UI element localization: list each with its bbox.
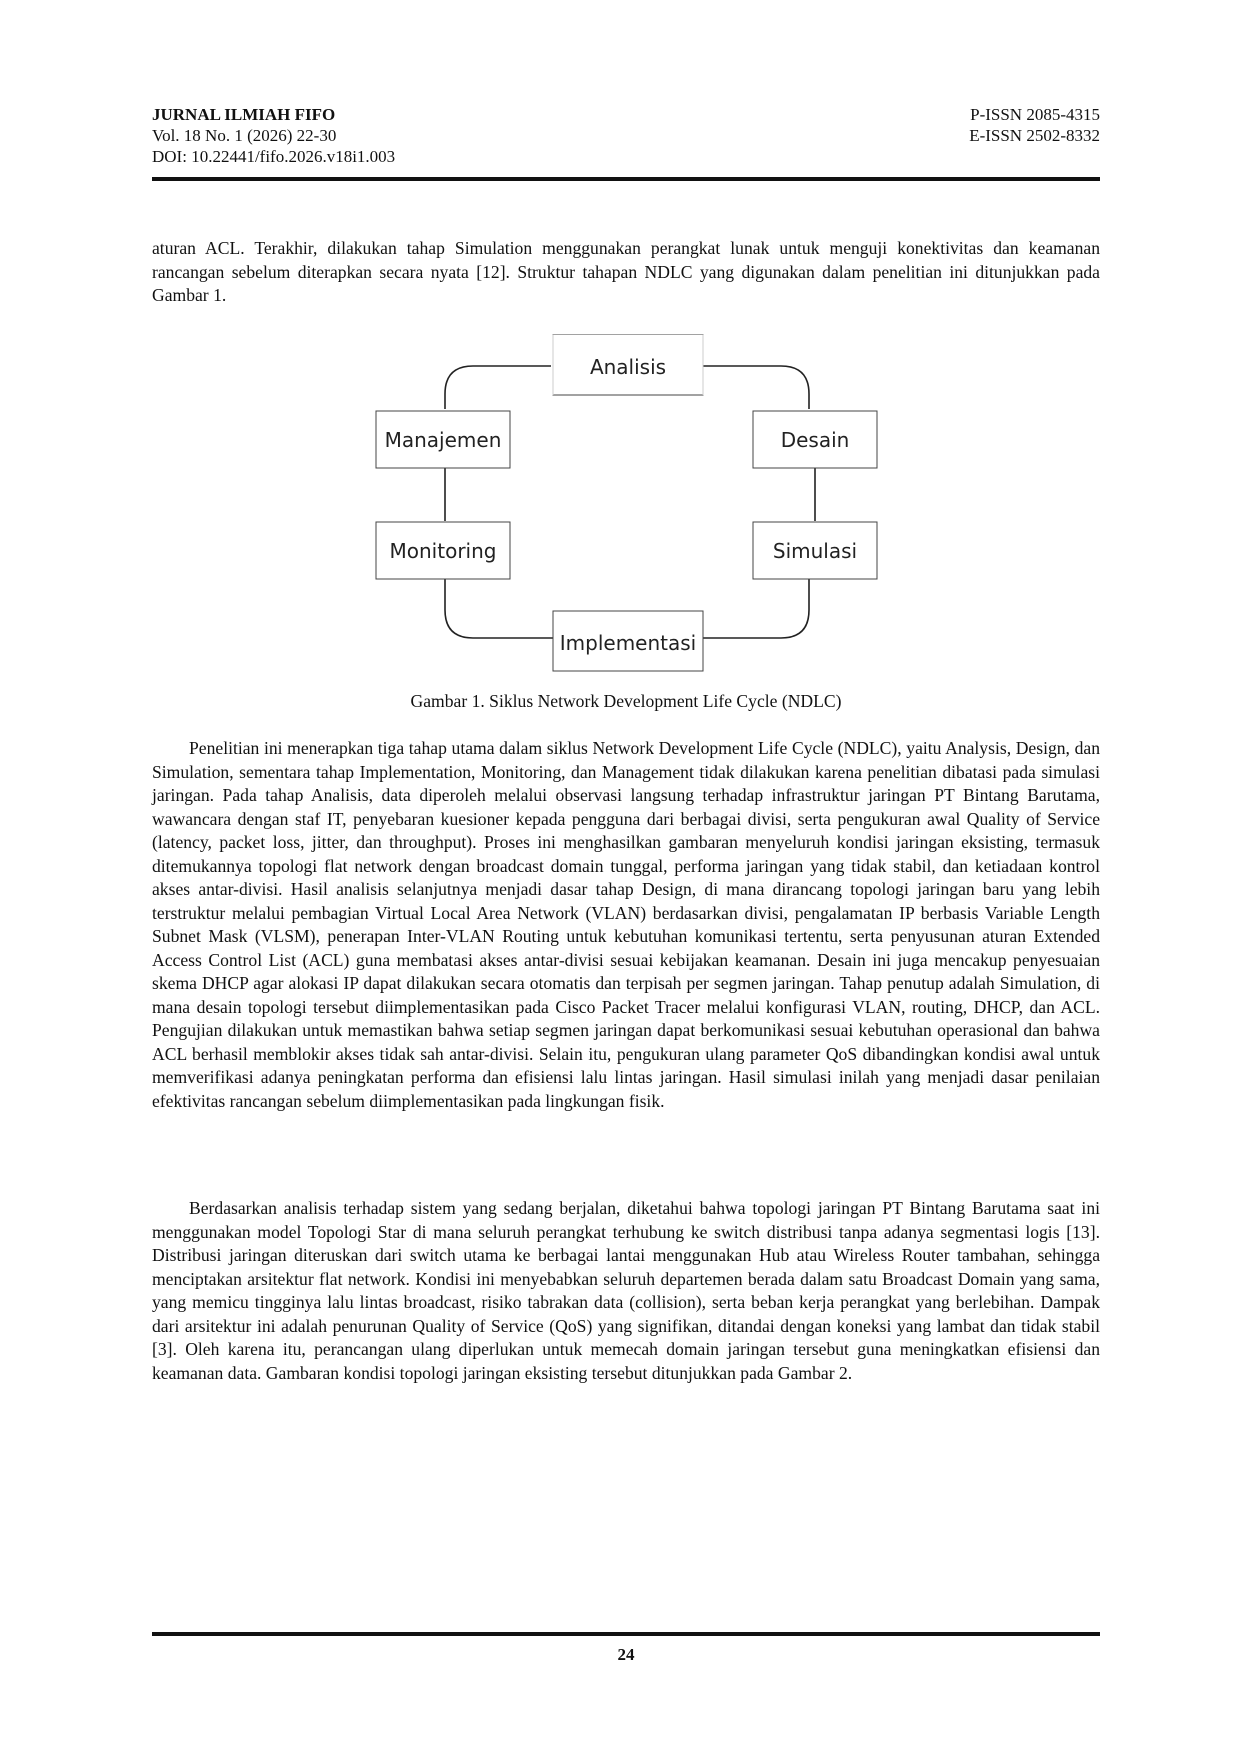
node-implementasi: Implementasi — [559, 631, 697, 655]
footer-rule — [152, 1632, 1100, 1636]
figure-caption: Gambar 1. Siklus Network Development Life Cycle (NDLC) — [410, 691, 842, 711]
node-simulasi: Simulasi — [772, 539, 858, 563]
node-manajemen: Manajemen — [384, 428, 502, 452]
body-paragraph-topology: Berdasarkan analisis terhadap sistem yang sedang berjalan, diketahui bahwa topologi jaringan PT Bintang Barutama saat ini menggunakan model Topologi Star di mana seluruh perangkat terhubung ke switch distribusi tanpa adanya segmentasi logis [13]. Distribusi jaringan diteruskan dari switch utama ke berbagai lantai menggunakan Hub atau Wireless Router tambahan, sehingga menciptakan arsitektur flat network. Kondisi ini menyebabkan seluruh departemen berada dalam satu Broadcast Domain yang sama, yang memicu tingginya lalu lintas broadcast, risiko tabrakan data (collision), serta beban kerja perangkat yang berlebihan. Dampak dari arsitektur ini adalah penurunan Quality of Service (QoS) yang signifikan, ditandai dengan koneksi yang lambat dan tidak stabil [3]. Oleh karena itu, perancangan ulang diperlukan untuk memecah domain jaringan tersebut guna meningkatkan efisiensi dan keamanan data. Gambaran kondisi topologi jaringan eksisting tersebut ditunjukkan pada Gambar 2. — [152, 1198, 1100, 1383]
journal-name: JURNAL ILMIAH FIFO — [152, 105, 336, 124]
node-analisis: Analisis — [589, 355, 667, 379]
page-number: 24 — [617, 1645, 635, 1664]
body-paragraph-ndlc: Penelitian ini menerapkan tiga tahap utama dalam siklus Network Development Life Cycle (NDLC), yaitu Analysis, Design, dan Simulation, sementara tahap Implementation, Monitoring, dan Management tidak dilakukan karena penelitian dibatasi pada simulasi jaringan. Pada tahap Analisis, data diperoleh melalui observasi langsung terhadap infrastruktur jaringan PT Bintang Barutama, wawancara dengan staf IT, penyebaran kuesioner kepada pengguna dari berbagai divisi, serta pengukuran awal Quality of Service (latency, packet loss, jitter, dan throughput). Proses ini menghasilkan gambaran menyeluruh kondisi jaringan eksisting, termasuk ditemukannya topologi flat network dengan broadcast domain tunggal, performa jaringan yang tidak stabil, dan ketiadaan kontrol akses antar-divisi. Hasil analisis selanjutnya menjadi dasar tahap Design, di mana dirancang topologi jaringan baru yang lebih terstruktur melalui pembagian Virtual Local Area Network (VLAN) berdasarkan divisi, pengalamatan IP berbasis Variable Length Subnet Mask (VLSM), penerapan Inter-VLAN Routing untuk kebutuhan komunikasi tertentu, serta penyusunan aturan Extended Access Control List (ACL) guna membatasi akses antar-divisi sesuai kebijakan keamanan. Desain ini juga mencakup penyesuaian skema DHCP agar alokasi IP dapat dilakukan secara otomatis dan terpisah per segmen jaringan. Tahap penutup adalah Simulation, di mana desain topologi tersebut diimplementasikan pada Cisco Packet Tracer melalui konfigurasi VLAN, routing, DHCP, dan ACL. Pengujian dilakukan untuk memastikan bahwa setiap segmen jaringan dapat berkomunikasi sesuai kebutuhan operasional dan bahwa ACL berhasil memblokir akses tidak sah antar-divisi. Selain itu, pengukuran ulang parameter QoS dibandingkan kondisi awal untuk memverifikasi adanya peningkatan performa dan efisiensi lalu lintas jaringan. Hasil simulasi inilah yang menjadi dasar penilaian efektivitas rancangan sebelum diimplementasikan pada lingkungan fisik. — [152, 738, 1100, 1111]
journal-volume: Vol. 18 No. 1 (2026) 22-30 — [152, 126, 337, 145]
p-issn: P-ISSN 2085-4315 — [970, 105, 1100, 124]
ndlc-cycle-diagram — [0, 0, 1242, 700]
node-desain: Desain — [780, 428, 850, 452]
connector-analisis-desain — [703, 366, 809, 409]
e-issn: E-ISSN 2502-8332 — [969, 126, 1100, 145]
journal-doi: DOI: 10.22441/fifo.2026.v18i1.003 — [152, 147, 396, 166]
body-paragraph-intro: aturan ACL. Terakhir, dilakukan tahap Simulation menggunakan perangkat lunak untuk menguji konektivitas dan keamanan rancangan sebelum diterapkan secara nyata [12]. Struktur tahapan NDLC yang digunakan dalam penelitian ini ditunjukkan pada Gambar 1. — [152, 238, 1100, 305]
node-monitoring: Monitoring — [389, 539, 497, 563]
connector-implementasi-monitoring — [445, 578, 551, 638]
connector-manajemen-analisis — [445, 366, 551, 409]
